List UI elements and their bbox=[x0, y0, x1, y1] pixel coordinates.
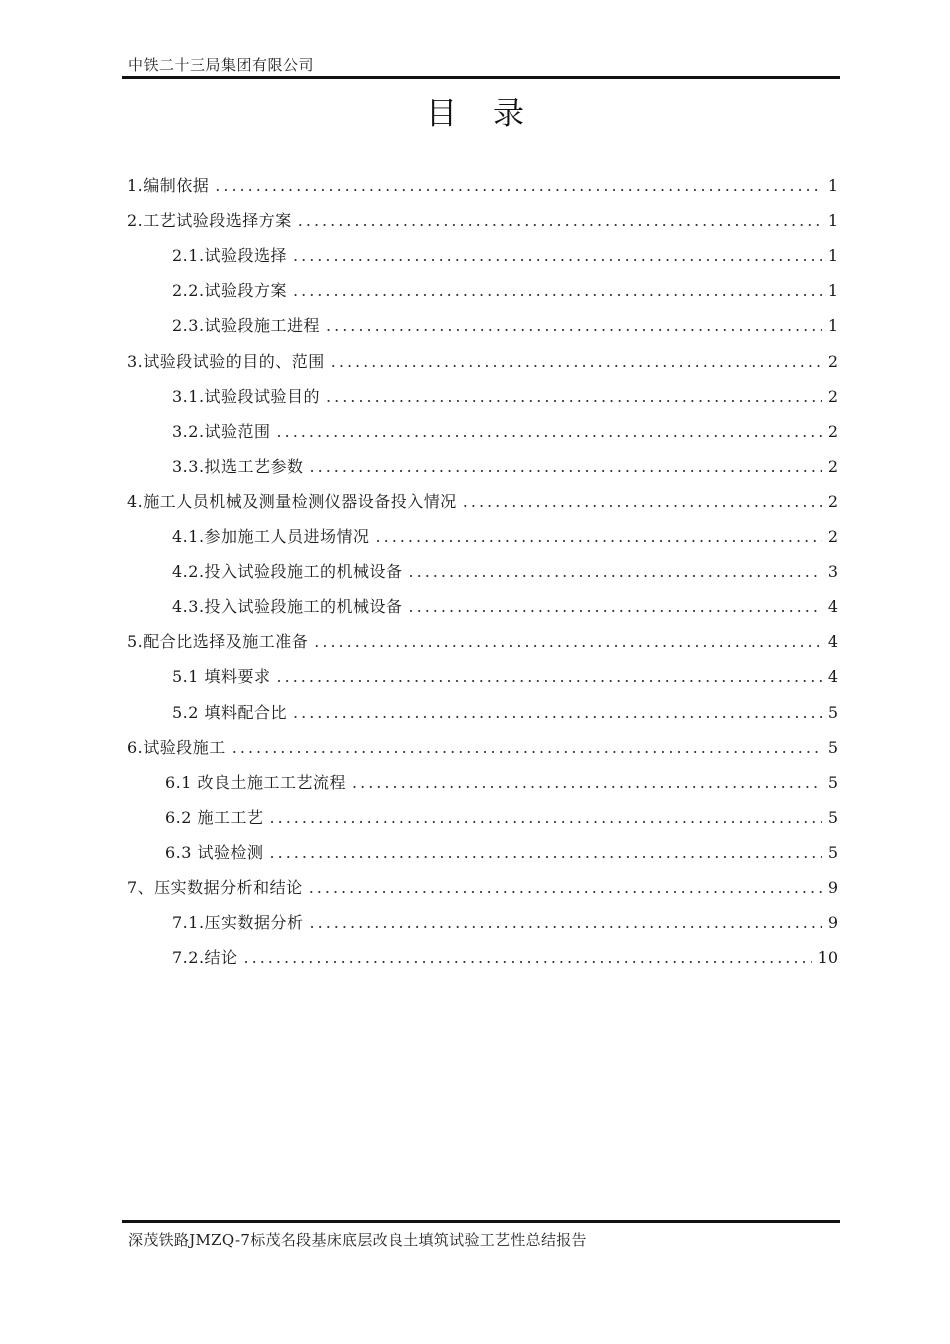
toc-entry-label: 4.1.参加施工人员进场情况 bbox=[172, 527, 370, 546]
toc-entry-page-number: 1 bbox=[827, 316, 838, 335]
toc-entry[interactable] bbox=[172, 279, 838, 303]
toc-entry-page-number: 2 bbox=[827, 422, 838, 441]
toc-entry-label: 7.2.结论 bbox=[172, 948, 238, 967]
toc-entry-label: 4.施工人员机械及测量检测仪器设备投入情况 bbox=[127, 492, 457, 511]
toc-entry-label: 3.试验段试验的目的、范围 bbox=[127, 352, 325, 371]
toc-entry-label: 1.编制依据 bbox=[127, 176, 210, 195]
toc-entry-page-number: 1 bbox=[827, 281, 838, 300]
toc-entry-label: 5.配合比选择及施工准备 bbox=[127, 632, 309, 651]
toc-dot-leader bbox=[232, 736, 822, 760]
toc-entry-label: 6.试验段施工 bbox=[127, 738, 226, 757]
toc-entry[interactable] bbox=[127, 209, 838, 233]
toc-entry-page-number: 2 bbox=[827, 352, 838, 371]
toc-entry-label: 3.2.试验范围 bbox=[172, 422, 271, 441]
toc-dot-leader bbox=[326, 314, 822, 338]
toc-entry-label: 5.1 填料要求 bbox=[172, 667, 271, 686]
toc-dot-leader bbox=[298, 209, 822, 233]
toc-dot-leader bbox=[244, 946, 812, 970]
toc-dot-leader bbox=[409, 560, 822, 584]
toc-entry-page-number: 5 bbox=[827, 738, 838, 757]
toc-dot-leader bbox=[277, 420, 822, 444]
toc-entry-page-number: 4 bbox=[827, 632, 838, 651]
toc-entry[interactable] bbox=[165, 806, 838, 830]
toc-entry-page-number: 5 bbox=[827, 808, 838, 827]
toc-entry[interactable] bbox=[165, 841, 838, 865]
toc-entry-page-number: 9 bbox=[827, 913, 838, 932]
toc-entry[interactable] bbox=[172, 420, 838, 444]
toc-dot-leader bbox=[310, 911, 822, 935]
toc-entry-label: 2.3.试验段施工进程 bbox=[172, 316, 321, 335]
toc-dot-leader bbox=[277, 665, 822, 689]
toc-entry-page-number: 3 bbox=[827, 562, 838, 581]
toc-entry-label: 4.3.投入试验段施工的机械设备 bbox=[172, 597, 403, 616]
toc-entry-page-number: 2 bbox=[827, 492, 838, 511]
toc-entry[interactable] bbox=[172, 595, 838, 619]
toc-entry[interactable] bbox=[172, 946, 838, 970]
toc-entry[interactable] bbox=[127, 876, 838, 900]
toc-dot-leader bbox=[270, 806, 822, 830]
toc-entry[interactable] bbox=[172, 665, 838, 689]
toc-entry[interactable] bbox=[172, 701, 838, 725]
toc-entry[interactable] bbox=[127, 736, 838, 760]
toc-entry-page-number: 1 bbox=[827, 176, 838, 195]
toc-entry-label: 2.工艺试验段选择方案 bbox=[127, 211, 292, 230]
toc-entry-page-number: 9 bbox=[827, 878, 838, 897]
toc-entry-label: 3.3.拟选工艺参数 bbox=[172, 457, 304, 476]
toc-entry-label: 5.2 填料配合比 bbox=[172, 703, 288, 722]
toc-entry[interactable] bbox=[172, 244, 838, 268]
toc-entry[interactable] bbox=[172, 525, 838, 549]
toc-dot-leader bbox=[409, 595, 822, 619]
toc-dot-leader bbox=[326, 385, 822, 409]
toc-entry[interactable] bbox=[127, 350, 838, 374]
toc-entry-label: 4.2.投入试验段施工的机械设备 bbox=[172, 562, 403, 581]
toc-entry-page-number: 1 bbox=[827, 211, 838, 230]
toc-dot-leader bbox=[376, 525, 822, 549]
toc-entry-page-number: 10 bbox=[817, 948, 838, 967]
toc-entry[interactable] bbox=[127, 490, 838, 514]
toc-entry-page-number: 2 bbox=[827, 387, 838, 406]
toc-dot-leader bbox=[215, 174, 822, 198]
toc-entry-page-number: 2 bbox=[827, 457, 838, 476]
toc-dot-leader bbox=[331, 350, 822, 374]
toc-entry-page-number: 4 bbox=[827, 597, 838, 616]
toc-entry-label: 3.1.试验段试验目的 bbox=[172, 387, 321, 406]
toc-entry-label: 2.1.试验段选择 bbox=[172, 246, 288, 265]
toc-entry-label: 6.3 试验检测 bbox=[165, 843, 264, 862]
toc-entry[interactable] bbox=[172, 911, 838, 935]
toc-entry[interactable] bbox=[165, 771, 838, 795]
toc-entry-page-number: 5 bbox=[827, 773, 838, 792]
toc-dot-leader bbox=[352, 771, 822, 795]
toc-entry-page-number: 5 bbox=[827, 843, 838, 862]
toc-dot-leader bbox=[310, 455, 822, 479]
header-divider bbox=[122, 76, 840, 79]
toc-entry-label: 7、压实数据分析和结论 bbox=[127, 878, 303, 897]
toc-entry[interactable] bbox=[172, 385, 838, 409]
toc-dot-leader bbox=[314, 630, 822, 654]
page-title: 目录 bbox=[426, 96, 560, 132]
toc-dot-leader bbox=[293, 279, 822, 303]
toc-entry[interactable] bbox=[127, 630, 838, 654]
toc-entry-page-number: 5 bbox=[827, 703, 838, 722]
toc-entry-label: 7.1.压实数据分析 bbox=[172, 913, 304, 932]
toc-entry[interactable] bbox=[172, 314, 838, 338]
header-company-name: 中铁二十三局集团有限公司 bbox=[128, 56, 315, 74]
toc-entry-label: 6.1 改良土施工工艺流程 bbox=[165, 773, 347, 792]
toc-dot-leader bbox=[293, 701, 822, 725]
toc-dot-leader bbox=[270, 841, 822, 865]
toc-dot-leader bbox=[309, 876, 822, 900]
toc-entry[interactable] bbox=[172, 455, 838, 479]
toc-entry-page-number: 1 bbox=[827, 246, 838, 265]
toc-entry-page-number: 2 bbox=[827, 527, 838, 546]
toc-entry-label: 6.2 施工工艺 bbox=[165, 808, 264, 827]
toc-entry-label: 2.2.试验段方案 bbox=[172, 281, 288, 300]
toc-dot-leader bbox=[293, 244, 822, 268]
toc-entry[interactable] bbox=[127, 174, 838, 198]
toc-entry-page-number: 4 bbox=[827, 667, 838, 686]
footer-report-title: 深茂铁路JMZQ-7标茂名段基床底层改良土填筑试验工艺性总结报告 bbox=[128, 1231, 587, 1249]
toc-entry[interactable] bbox=[172, 560, 838, 584]
footer-divider bbox=[122, 1220, 840, 1223]
toc-dot-leader bbox=[463, 490, 822, 514]
